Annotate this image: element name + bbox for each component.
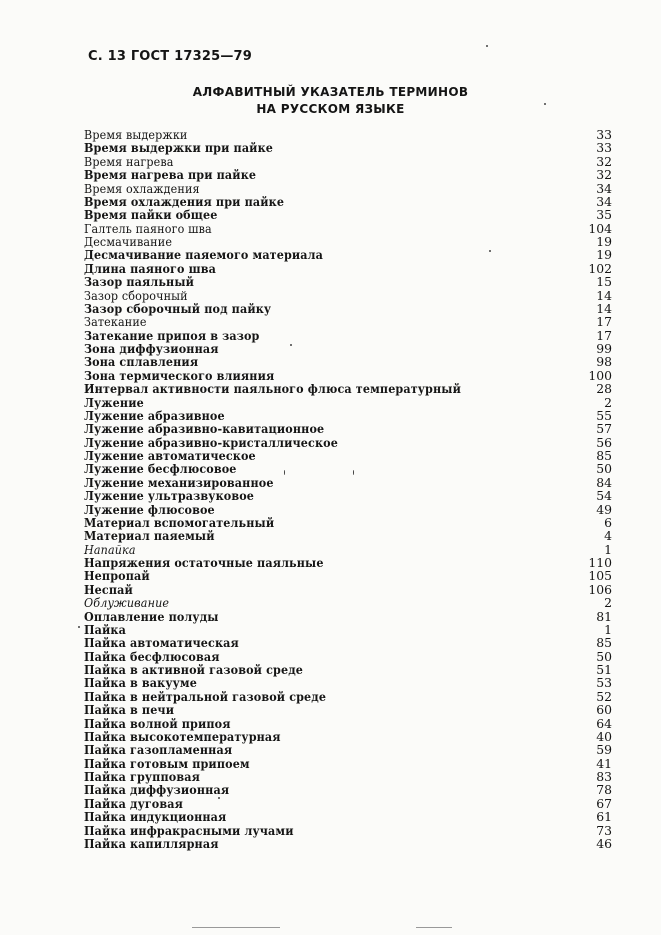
index-entry — [84, 663, 612, 676]
index-page-number: 61 — [596, 809, 612, 825]
index-term: Пайка в печи — [84, 702, 175, 718]
index-entry — [84, 208, 612, 221]
index-page-number: 57 — [596, 421, 612, 437]
index-term: Облуживание — [84, 595, 170, 611]
index-entry — [84, 676, 612, 689]
index-page-number: 15 — [596, 274, 612, 290]
index-term: Оплавление полуды — [84, 608, 219, 624]
index-term: Зазор сборочный под пайку — [84, 300, 272, 316]
index-entry — [84, 248, 612, 261]
index-term: Время охлаждения при пайке — [84, 193, 285, 209]
index-page-number: 41 — [596, 755, 612, 771]
index-page-number: 106 — [588, 581, 612, 597]
index-page-number: 1 — [604, 621, 612, 637]
index-page-number: 110 — [588, 555, 612, 570]
index-term: Десмачивание — [84, 234, 173, 249]
index-term: Лужение абразивно-кавитационное — [84, 421, 325, 437]
index-page-number: 99 — [596, 341, 612, 356]
index-page-number: 53 — [596, 675, 612, 691]
index-page-number: 32 — [596, 153, 612, 169]
index-entry — [84, 355, 612, 368]
index-page-number: 14 — [596, 300, 612, 316]
index-term: Пайка газопламенная — [84, 742, 233, 758]
index-term: Лужение флюсовое — [84, 501, 215, 517]
index-entry — [84, 396, 612, 409]
index-entry — [84, 222, 612, 235]
index-entry — [84, 275, 612, 288]
index-title-line-1: АЛФАВИТНЫЙ УКАЗАТЕЛЬ ТЕРМИНОВ — [192, 85, 469, 99]
index-term: Время выдержки — [84, 127, 188, 142]
index-page-number: 49 — [596, 501, 612, 517]
index-page-number: 50 — [596, 461, 612, 477]
index-term: Лужение механизированное — [84, 474, 274, 490]
index-page-number: 85 — [596, 635, 612, 651]
index-page-number: 51 — [596, 662, 612, 677]
index-entry — [84, 476, 612, 489]
index-entry — [84, 783, 612, 796]
scan-speck — [78, 626, 80, 628]
index-title-line-2: НА РУССКОМ ЯЗЫКЕ — [256, 102, 405, 116]
index-page-number: 84 — [596, 474, 612, 490]
index-page-number: 59 — [596, 742, 612, 758]
index-entry — [84, 462, 612, 475]
index-term: Пайка в нейтральной газовой среде — [84, 688, 327, 704]
index-entry — [84, 583, 612, 596]
index-entry — [84, 717, 612, 730]
index-term: Пайка в активной газовой среде — [84, 662, 303, 677]
index-term: Время нагрева при пайке — [84, 167, 257, 183]
index-term: Лужение абразивно-кристаллическое — [84, 434, 338, 450]
index-entry — [84, 543, 612, 556]
index-page-number: 78 — [596, 782, 612, 798]
index-entry — [84, 449, 612, 462]
index-entry — [84, 810, 612, 823]
index-entry — [84, 422, 612, 435]
index-page-number: 104 — [588, 220, 612, 236]
index-entry — [84, 182, 612, 195]
index-page-number: 55 — [596, 407, 612, 423]
index-entry — [84, 556, 612, 569]
index-term: Лужение автоматическое — [84, 448, 256, 463]
index-page-number: 1 — [604, 541, 612, 557]
index-page-number: 67 — [596, 795, 612, 811]
index-page-number: 2 — [604, 595, 612, 611]
index-page-number: 98 — [596, 354, 612, 370]
index-entry — [84, 262, 612, 275]
index-entry — [84, 770, 612, 783]
index-entry — [84, 141, 612, 154]
index-term: Интервал активности паяльного флюса температурный — [84, 381, 462, 397]
index-term: Время выдержки при пайке — [84, 140, 274, 156]
index-term: Лужение — [84, 394, 144, 410]
index-term: Непропай — [84, 568, 150, 584]
index-term: Пайка капиллярная — [84, 835, 219, 851]
scan-speck — [489, 250, 491, 252]
index-entry — [84, 516, 612, 529]
index-entry — [84, 409, 612, 422]
index-term: Лужение бесфлюсовое — [84, 461, 237, 477]
index-entry — [84, 168, 612, 181]
index-entry — [84, 623, 612, 636]
index-entry — [84, 382, 612, 395]
index-term: Зазор паяльный — [84, 274, 195, 290]
index-term: Зона термического влияния — [84, 367, 275, 383]
index-term: Пайка диффузионная — [84, 782, 230, 798]
index-page-number: 19 — [596, 234, 612, 249]
index-term: Пайка готовым припоем — [84, 755, 250, 771]
index-entry — [84, 650, 612, 663]
index-page-number: 6 — [604, 514, 612, 530]
index-term: Пайка в вакууме — [84, 675, 197, 691]
index-entry — [84, 596, 612, 609]
index-entry — [84, 757, 612, 770]
index-entry — [84, 610, 612, 623]
index-term: Пайка волной припоя — [84, 715, 231, 731]
scan-bottom-line — [416, 927, 452, 928]
index-page-number: 52 — [596, 688, 612, 704]
index-term: Материал вспомогательный — [84, 514, 275, 530]
index-page-number: 60 — [596, 702, 612, 718]
index-term: Пайка инфракрасными лучами — [84, 822, 294, 838]
index-page-number: 56 — [596, 434, 612, 450]
index-page-number: 34 — [596, 180, 612, 196]
index-entry — [84, 824, 612, 837]
index-term: Зона диффузионная — [84, 341, 219, 356]
index-page-number: 40 — [596, 728, 612, 744]
index-page-number: 14 — [596, 287, 612, 303]
index-entry — [84, 436, 612, 449]
index-page-number: 32 — [596, 167, 612, 183]
index-entry — [84, 730, 612, 743]
index-entry — [84, 128, 612, 141]
index-entry — [84, 690, 612, 703]
index-entry — [84, 569, 612, 582]
index-entry — [84, 503, 612, 516]
index-entry — [84, 289, 612, 302]
index-term: Время нагрева — [84, 153, 174, 169]
index-page-number: 73 — [596, 822, 612, 838]
index-term: Затекание припоя в зазор — [84, 327, 260, 343]
scan-speck — [486, 45, 488, 47]
index-term: Пайка автоматическая — [84, 635, 239, 651]
index-term: Время охлаждения — [84, 180, 200, 196]
index-page-number: 33 — [596, 140, 612, 156]
page-header: С. 13 ГОСТ 17325—79 — [88, 49, 253, 64]
index-entry — [84, 329, 612, 342]
index-page-number: 54 — [596, 488, 612, 504]
term-index-list — [84, 128, 612, 850]
index-entry — [84, 369, 612, 382]
scan-bottom-line — [192, 927, 280, 928]
index-term: Пайка высокотемпературная — [84, 728, 281, 744]
index-term: Десмачивание паяемого материала — [84, 247, 324, 263]
index-entry — [84, 195, 612, 208]
index-term: Затекание — [84, 314, 147, 330]
index-term: Зазор сборочный — [84, 287, 188, 303]
index-term: Пайка — [84, 621, 126, 637]
index-page-number: 105 — [588, 568, 612, 584]
index-entry — [84, 636, 612, 649]
index-entry — [84, 743, 612, 756]
index-entry — [84, 837, 612, 850]
index-page-number: 35 — [596, 207, 612, 223]
index-page-number: 2 — [604, 394, 612, 410]
index-entry — [84, 315, 612, 328]
index-term: Напайка — [84, 541, 136, 557]
index-page-number: 85 — [596, 448, 612, 463]
index-page-number: 17 — [596, 314, 612, 330]
index-term: Длина паяного шва — [84, 260, 216, 276]
index-term: Зона сплавления — [84, 354, 199, 370]
index-entry — [84, 529, 612, 542]
index-term: Пайка бесфлюсовая — [84, 648, 220, 664]
scan-speck — [290, 344, 292, 346]
index-entry — [84, 235, 612, 248]
index-term: Лужение ультразвуковое — [84, 488, 255, 504]
index-page-number: 64 — [596, 715, 612, 731]
index-page-number: 34 — [596, 193, 612, 209]
index-entry — [84, 342, 612, 355]
index-term: Время пайки общее — [84, 207, 218, 223]
index-term: Напряжения остаточные паяльные — [84, 555, 324, 570]
scan-speck — [218, 797, 220, 799]
index-page-number: 100 — [588, 367, 612, 383]
index-term: Пайка групповая — [84, 769, 200, 784]
index-page-number: 17 — [596, 327, 612, 343]
index-page-number: 83 — [596, 769, 612, 784]
scan-speck — [544, 103, 546, 105]
index-page-number: 4 — [604, 528, 612, 544]
index-term: Лужение абразивное — [84, 407, 225, 423]
scan-speck — [353, 470, 354, 475]
index-term: Материал паяемый — [84, 528, 215, 544]
index-entry — [84, 703, 612, 716]
index-entry — [84, 302, 612, 315]
index-entry — [84, 797, 612, 810]
index-page-number: 50 — [596, 648, 612, 664]
index-term: Галтель паяного шва — [84, 220, 212, 236]
index-term: Неспай — [84, 581, 133, 597]
index-term: Пайка дуговая — [84, 795, 183, 811]
index-page-number: 46 — [596, 835, 612, 851]
index-page-number: 33 — [596, 127, 612, 142]
index-page-number: 81 — [596, 608, 612, 624]
index-page-number: 28 — [596, 381, 612, 397]
index-page-number: 102 — [588, 260, 612, 276]
scan-speck — [284, 470, 285, 475]
index-page-number: 19 — [596, 247, 612, 263]
index-term: Пайка индукционная — [84, 809, 227, 825]
index-entry — [84, 155, 612, 168]
index-entry — [84, 489, 612, 502]
